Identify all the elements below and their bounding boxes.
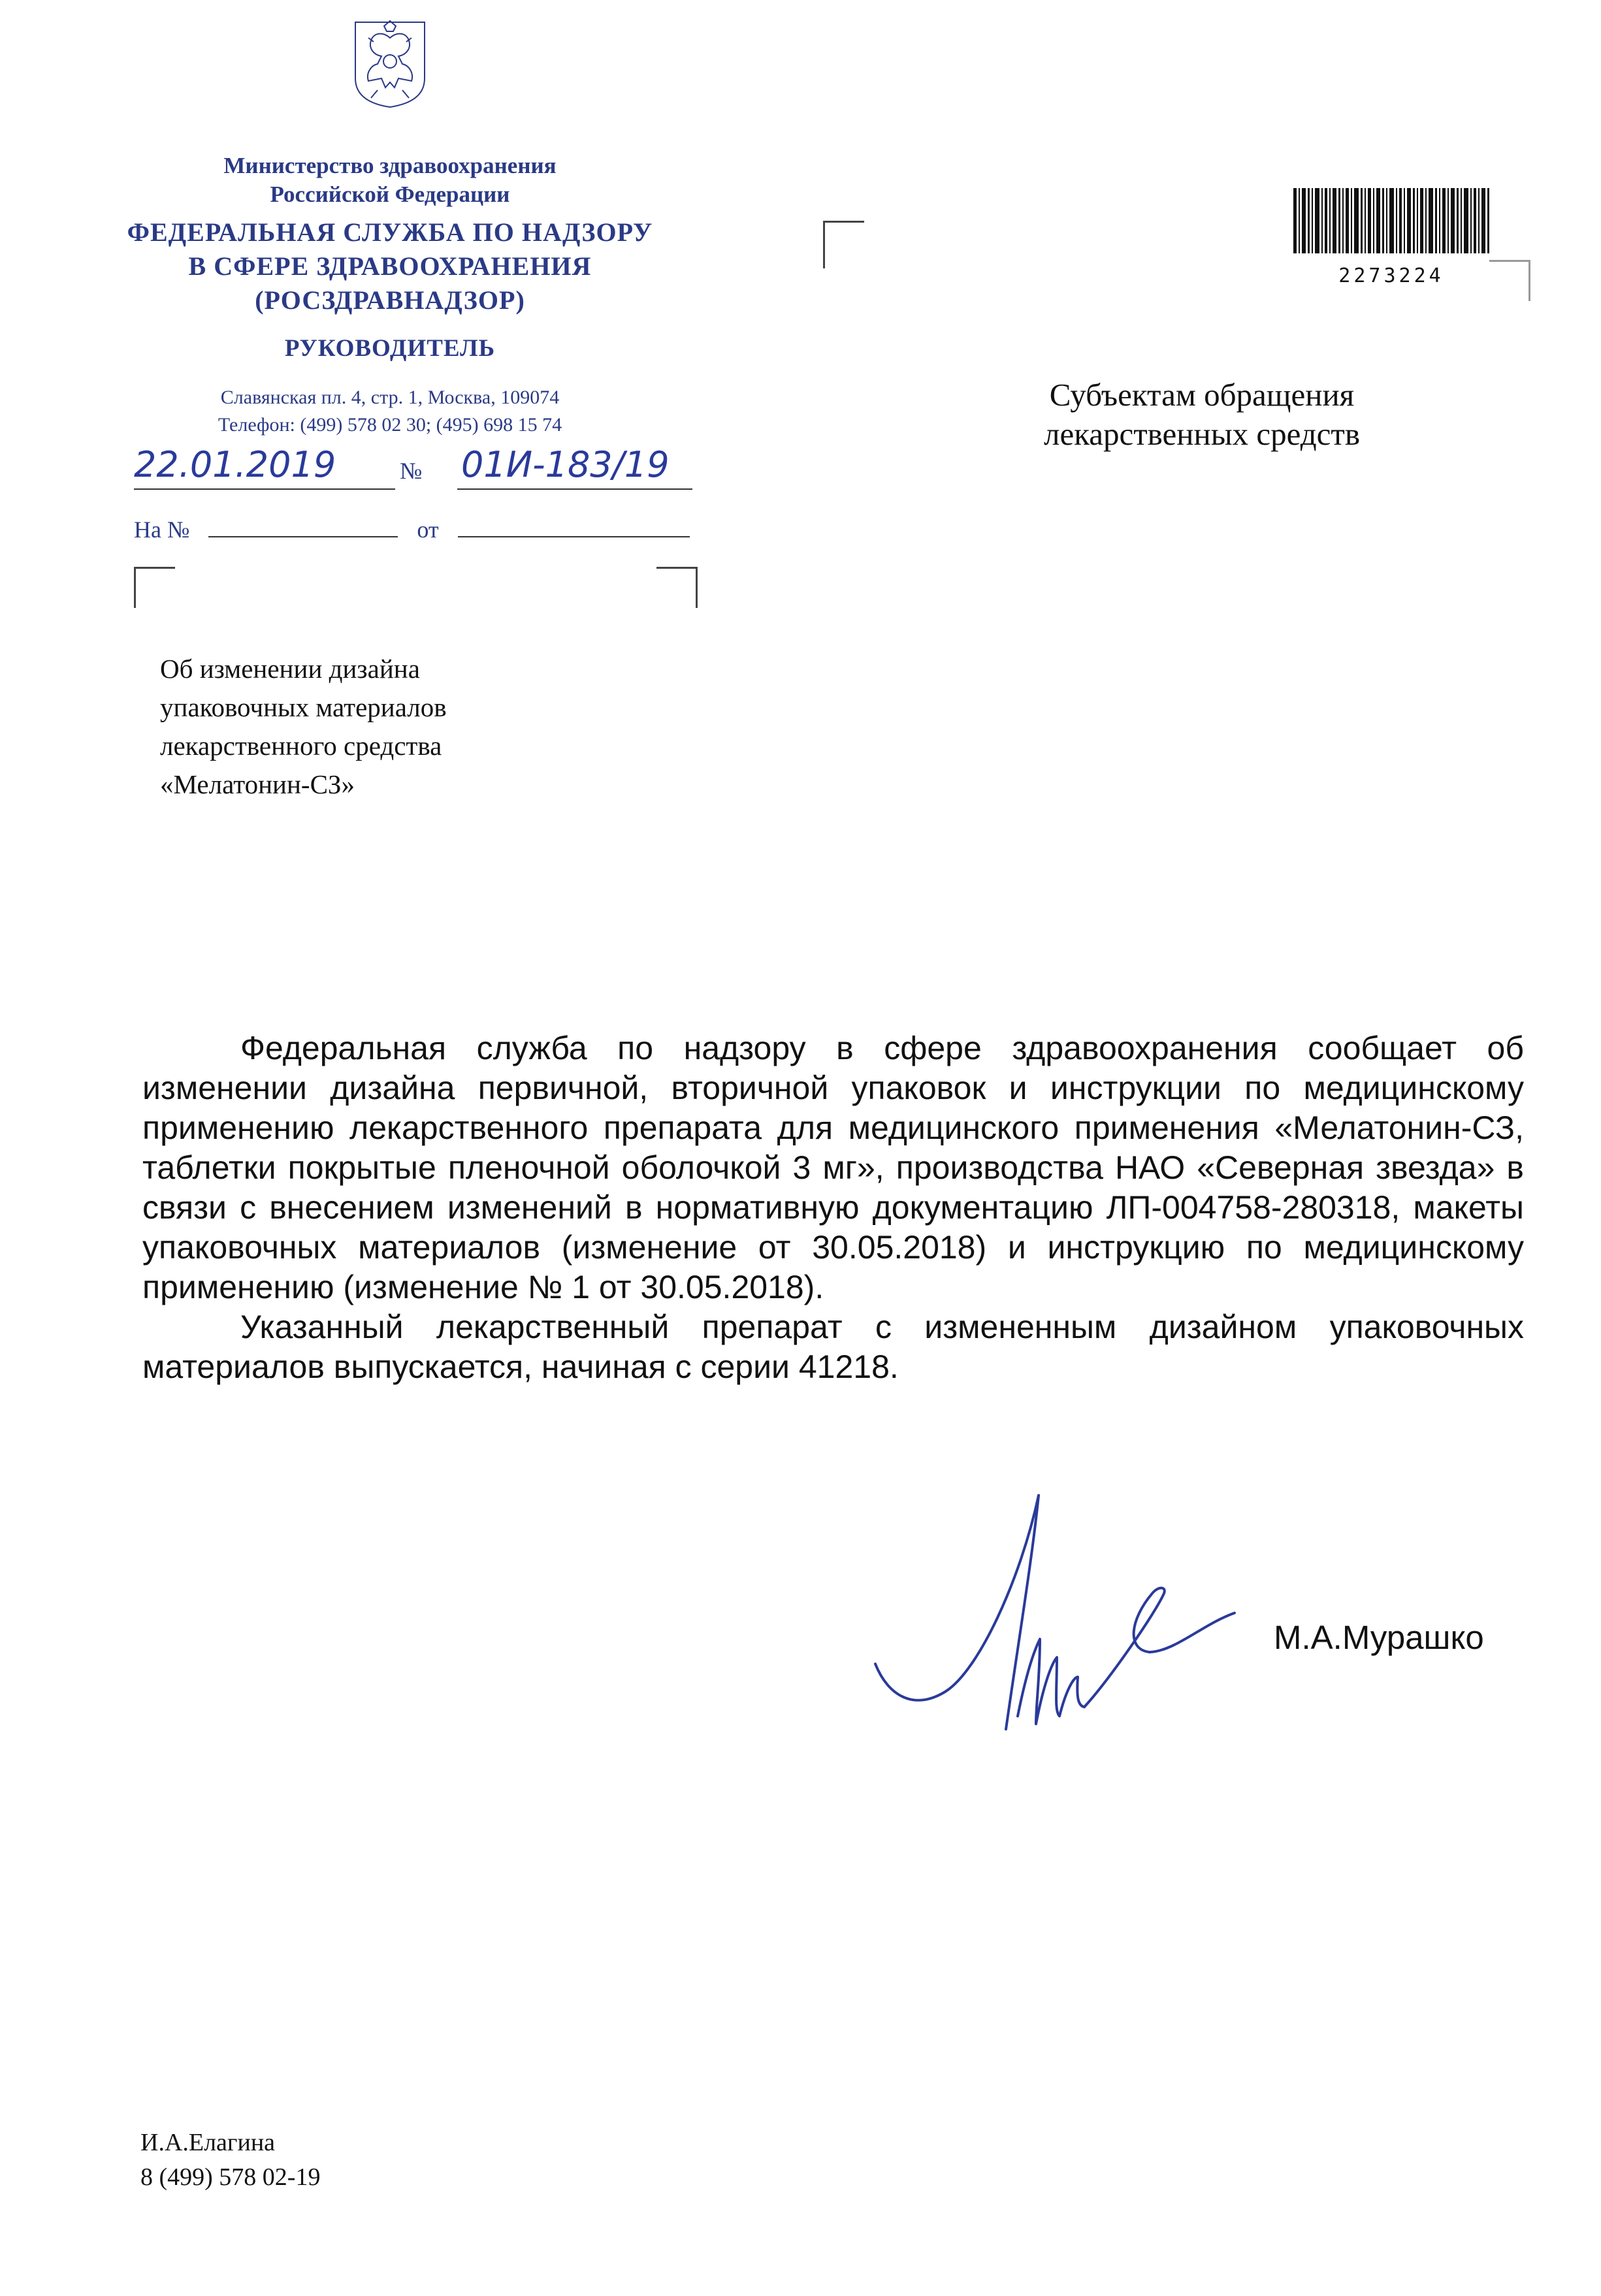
handwritten-signature xyxy=(869,1481,1287,1755)
executor-phone: 8 (499) 578 02-19 xyxy=(140,2163,321,2191)
corner-bracket-top-left xyxy=(823,221,864,268)
address-block xyxy=(118,384,662,439)
reply-to-number-field xyxy=(208,517,398,537)
phone: Телефон: (499) 578 02 30; (495) 698 15 74 xyxy=(218,414,562,436)
corner-bracket-right xyxy=(656,567,698,608)
number-sign: № xyxy=(400,458,423,484)
reply-to-label: На № xyxy=(134,517,190,543)
reply-to-date-field xyxy=(458,517,690,537)
barcode xyxy=(1293,188,1489,253)
date-handwritten: 22.01.2019 xyxy=(134,444,336,485)
executor-name: И.А.Елагина xyxy=(140,2129,276,2156)
barcode-number: 2273224 xyxy=(1338,264,1444,287)
body-paragraph: Федеральная служба по надзору в сфере здравоохранения сообщает об изменении дизайна первичной, вторичной упаковок и инструкции по медицинскому применению лекарственного препарата для медицинского применения «Мелатонин-СЗ, таблетки покрытые пленочной оболочкой 3 мг», производства НАО «Северная звезда» в связи с внесением изменений в нормативную документацию ЛП-004758-280318, макеты упаковочных материалов (изменение от 30.05.2018) и инструкцию по медицинскому применению (изменение № 1 от 30.05.2018). xyxy=(142,1030,1524,1305)
corner-bracket-top-right xyxy=(1489,260,1530,301)
reply-reference-line xyxy=(134,516,690,543)
corner-bracket-left xyxy=(134,567,175,608)
double-headed-eagle-emblem-icon xyxy=(351,18,429,110)
registration-number-handwritten: 01И-183/19 xyxy=(461,444,670,485)
address: Славянская пл. 4, стр. 1, Москва, 109074 xyxy=(220,387,560,408)
executor-contact xyxy=(140,2126,320,2195)
head-title: РУКОВОДИТЕЛЬ xyxy=(284,335,496,362)
from-label: от xyxy=(417,517,439,543)
service-name: ФЕДЕРАЛЬНАЯ СЛУЖБА ПО НАДЗОРУ В СФЕРЕ ЗДРАВООХРАНЕНИЯ (РОСЗДРАВНАДЗОР) xyxy=(127,217,653,315)
signer-name: М.А.Мурашко xyxy=(1274,1619,1484,1656)
letter-body xyxy=(142,1028,1524,1387)
body-paragraph: Указанный лекарственный препарат с измененным дизайном упаковочных материалов выпускается, начиная с серии 41218. xyxy=(142,1309,1524,1385)
recipient: Субъектам обращения лекарственных средств xyxy=(1044,377,1360,452)
ministry-name: Министерство здравоохранения Российской Федерации xyxy=(223,153,557,207)
date-underline xyxy=(134,488,395,490)
subject: Об изменении дизайна упаковочных материалов лекарственного средства «Мелатонин-СЗ» xyxy=(160,654,447,799)
number-underline xyxy=(457,488,692,490)
